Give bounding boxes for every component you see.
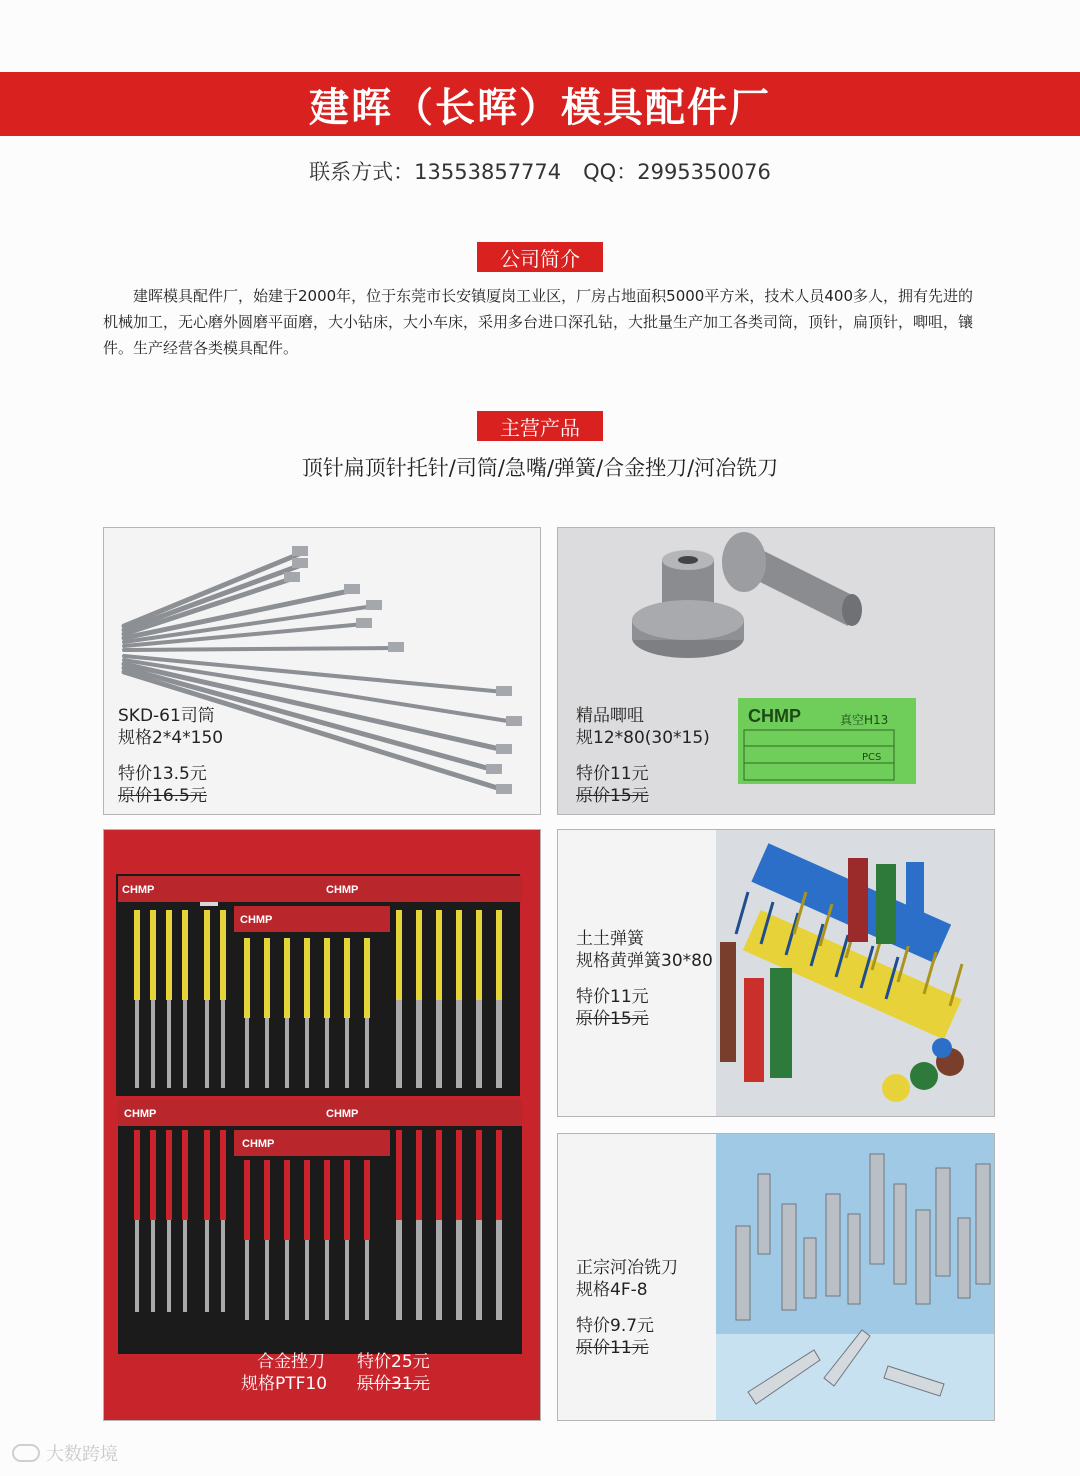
phone-label: 联系方式： (309, 160, 415, 184)
original-price: 原价15元 (576, 786, 649, 806)
product-spec: 规格黄弹簧30*80 (576, 951, 713, 971)
product-name: 土土弹簧 (576, 929, 644, 949)
sale-price: 特价11元 (576, 764, 649, 784)
product-caption (576, 705, 710, 807)
watermark (12, 1440, 118, 1466)
product-spec: 规格PTF10 (241, 1374, 328, 1394)
pack-brand: CHMP (242, 1138, 275, 1150)
label-brand: CHMP (748, 706, 801, 726)
original-price: 原价15元 (576, 1009, 649, 1029)
product-card-bushing (557, 527, 995, 815)
product-name: SKD-61司筒 (118, 706, 215, 726)
product-caption (576, 928, 713, 1030)
product-caption (118, 705, 223, 807)
product-name: 正宗河冶铣刀 (576, 1258, 678, 1278)
product-name: 精品唧咀 (576, 706, 644, 726)
product-spec: 规格2*4*150 (118, 728, 224, 748)
pack-brand: CHMP (326, 884, 359, 896)
product-caption (576, 1257, 678, 1359)
product-spec: 规格4F-8 (576, 1280, 648, 1300)
company-intro: 建晖模具配件厂，始建于2000年，位于东莞市长安镇厦岗工业区，厂房占地面积5000平方米，技术人员400多人，拥有先进的机械加工，无心磨外圆磨平面磨，大小钻床，大小车床，采用多台进口深孔钻，大批量生产加工各类司筒，顶针，扁顶针，唧咀，镶件。生产经营各类模具配件。 (103, 287, 974, 357)
qq-label: QQ： (583, 160, 638, 184)
pack-brand: CHMP (326, 1108, 359, 1120)
title-banner (0, 72, 1080, 136)
original-price: 原价11元 (576, 1338, 649, 1358)
phone-number: 13553857774 (414, 160, 562, 184)
product-spec: 规12*80(30*15) (576, 728, 710, 748)
label-grade: 真空H13 (840, 713, 889, 727)
products-tag: 主营产品 (477, 411, 603, 441)
pack-brand: CHMP (240, 914, 273, 926)
pack-brand: CHMP (124, 1108, 157, 1120)
label-unit: PCS (862, 752, 882, 763)
original-price: 原价31元 (357, 1374, 430, 1394)
original-price: 原价16.5元 (118, 786, 207, 806)
contact-line (0, 156, 1080, 186)
sale-price: 特价25元 (357, 1352, 430, 1372)
watermark-text: 大数跨境 (46, 1444, 118, 1465)
products-summary: 顶针扁顶针托针/司筒/急嘴/弹簧/合金挫刀/河冶铣刀 (301, 456, 779, 480)
product-card-springs (557, 829, 995, 1117)
files-photo (104, 830, 541, 1421)
product-card-files (103, 829, 541, 1421)
about-tag: 公司简介 (477, 242, 603, 272)
sale-price: 特价9.7元 (576, 1316, 655, 1336)
product-name: 合金挫刀 (257, 1352, 325, 1372)
watermark-logo-icon (12, 1444, 40, 1462)
product-card-sleeve (103, 527, 541, 815)
page-title: 建晖（长晖）模具配件厂 (309, 84, 771, 131)
product-card-millers (557, 1133, 995, 1421)
sale-price: 特价13.5元 (118, 764, 207, 784)
pack-brand: CHMP (122, 884, 155, 896)
sale-price: 特价11元 (576, 987, 649, 1007)
qq-number: 2995350076 (637, 160, 771, 184)
